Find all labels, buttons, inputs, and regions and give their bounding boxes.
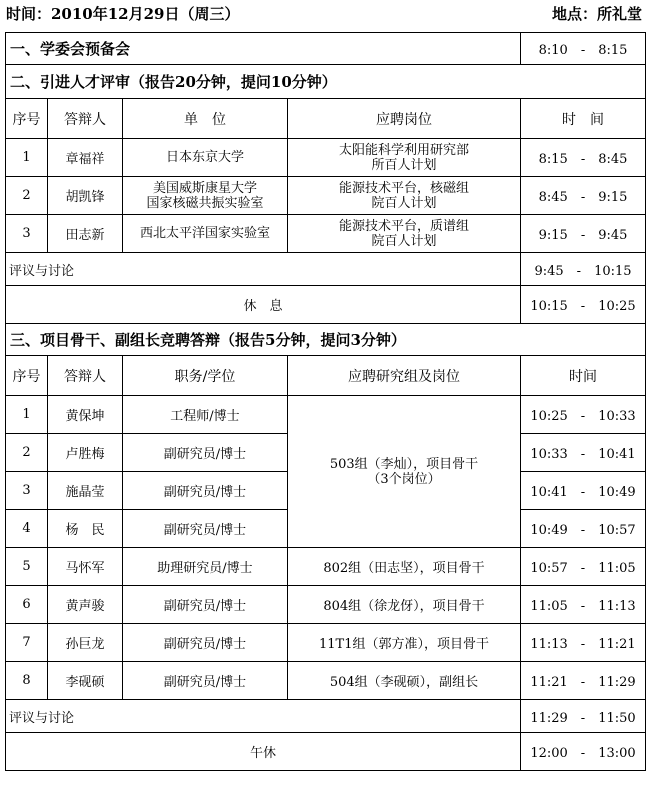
row-time: 10:57 - 11:05 xyxy=(521,548,646,586)
table-row xyxy=(6,396,646,434)
lunch-time: 12:00 - 13:00 xyxy=(521,733,646,771)
schedule-table xyxy=(5,32,646,771)
location-label: 地点：所礼堂 xyxy=(551,5,642,23)
row-position-line1: 太阳能科学利用研究部 xyxy=(339,142,470,158)
section3-title: 三、项目骨干、副组长竞聘答辩（报告5分钟，提问3分钟） xyxy=(6,324,646,356)
section3-header-row xyxy=(6,356,646,396)
row-title: 副研究员/博士 xyxy=(123,434,288,472)
section3-title-row xyxy=(6,324,646,356)
row-unit xyxy=(123,177,288,215)
row-unit-line1: 日本东京大学 xyxy=(165,150,244,165)
table-row xyxy=(6,177,646,215)
group-503-line2: （3个岗位） xyxy=(367,471,441,487)
row-position xyxy=(288,215,521,253)
row-no: 1 xyxy=(6,396,48,434)
col-title-header: 职务/学位 xyxy=(123,356,288,396)
row-no: 6 xyxy=(6,586,48,624)
section3-review-row xyxy=(6,700,646,733)
row-person: 马怀军 xyxy=(48,548,123,586)
row-time: 10:33 - 10:41 xyxy=(521,434,646,472)
row-unit-line2: 国家核磁共振实验室 xyxy=(146,195,264,211)
row-person: 卢胜梅 xyxy=(48,434,123,472)
section2-header-row xyxy=(6,99,646,139)
row-position-line2: 院百人计划 xyxy=(371,233,437,249)
row-no: 2 xyxy=(6,177,48,215)
schedule-header xyxy=(0,0,650,26)
table-row xyxy=(6,624,646,662)
date-time-label: 时间：2010年12月29日（周三） xyxy=(6,5,240,23)
row-no: 8 xyxy=(6,662,48,700)
row-time: 11:13 - 11:21 xyxy=(521,624,646,662)
row-no: 4 xyxy=(6,510,48,548)
row-no: 5 xyxy=(6,548,48,586)
col-unit-header: 单 位 xyxy=(123,99,288,139)
review-label: 评议与讨论 xyxy=(6,700,521,733)
group-503-cell xyxy=(288,396,521,548)
row-position-line2: 院百人计划 xyxy=(371,195,437,211)
row-unit-line1: 西北太平洋国家实验室 xyxy=(139,226,270,241)
row-group: 804组（徐龙伢），项目骨干 xyxy=(288,586,521,624)
col-person-header: 答辩人 xyxy=(48,99,123,139)
col-group-header: 应聘研究组及岗位 xyxy=(288,356,521,396)
section3-lunch-row xyxy=(6,733,646,771)
row-person: 杨 民 xyxy=(48,510,123,548)
row-group: 802组（田志坚），项目骨干 xyxy=(288,548,521,586)
row-person: 施晶莹 xyxy=(48,472,123,510)
row-time: 10:41 - 10:49 xyxy=(521,472,646,510)
row-position-line1: 能源技术平台，质谱组 xyxy=(339,218,470,234)
section1-time: 8:10 - 8:15 xyxy=(521,33,646,65)
row-title: 副研究员/博士 xyxy=(123,624,288,662)
row-person: 田志新 xyxy=(48,215,123,253)
row-position xyxy=(288,177,521,215)
col-position-header: 应聘岗位 xyxy=(288,99,521,139)
row-time: 9:15 - 9:45 xyxy=(521,215,646,253)
section1-row xyxy=(6,33,646,65)
row-position xyxy=(288,139,521,177)
lunch-label: 午休 xyxy=(6,733,521,771)
review-label: 评议与讨论 xyxy=(6,253,521,286)
row-person: 章福祥 xyxy=(48,139,123,177)
col-no-header: 序号 xyxy=(6,356,48,396)
section2-review-row xyxy=(6,253,646,286)
row-no: 1 xyxy=(6,139,48,177)
row-no: 7 xyxy=(6,624,48,662)
row-no: 3 xyxy=(6,472,48,510)
row-title: 副研究员/博士 xyxy=(123,662,288,700)
row-group: 11T1组（郭方准），项目骨干 xyxy=(288,624,521,662)
col-time-header: 时间 xyxy=(521,356,646,396)
row-title: 助理研究员/博士 xyxy=(123,548,288,586)
row-title: 工程师/博士 xyxy=(123,396,288,434)
row-unit xyxy=(123,139,288,177)
row-person: 黄保坤 xyxy=(48,396,123,434)
row-person: 李砚硕 xyxy=(48,662,123,700)
row-person: 黄声骏 xyxy=(48,586,123,624)
row-time: 10:49 - 10:57 xyxy=(521,510,646,548)
row-person: 胡凯锋 xyxy=(48,177,123,215)
break-label: 休 息 xyxy=(6,286,521,324)
row-no: 3 xyxy=(6,215,48,253)
col-no-header: 序号 xyxy=(6,99,48,139)
group-503-line1: 503组（李灿），项目骨干 xyxy=(329,456,479,472)
section2-break-row xyxy=(6,286,646,324)
row-time: 11:05 - 11:13 xyxy=(521,586,646,624)
row-unit-line1: 美国威斯康星大学 xyxy=(152,180,257,196)
table-row xyxy=(6,139,646,177)
row-time: 8:15 - 8:45 xyxy=(521,139,646,177)
row-position-line2: 所百人计划 xyxy=(371,157,437,173)
row-title: 副研究员/博士 xyxy=(123,586,288,624)
section2-title: 二、引进人才评审（报告20分钟，提问10分钟） xyxy=(6,65,646,99)
row-time: 8:45 - 9:15 xyxy=(521,177,646,215)
review-time: 9:45 - 10:15 xyxy=(521,253,646,286)
section2-title-row xyxy=(6,65,646,99)
row-unit xyxy=(123,215,288,253)
col-person-header: 答辩人 xyxy=(48,356,123,396)
table-row xyxy=(6,586,646,624)
row-title: 副研究员/博士 xyxy=(123,472,288,510)
row-position-line1: 能源技术平台，核磁组 xyxy=(339,180,470,196)
row-title: 副研究员/博士 xyxy=(123,510,288,548)
row-person: 孙巨龙 xyxy=(48,624,123,662)
break-time: 10:15 - 10:25 xyxy=(521,286,646,324)
table-row xyxy=(6,548,646,586)
row-time: 10:25 - 10:33 xyxy=(521,396,646,434)
section1-title: 一、学委会预备会 xyxy=(6,33,521,65)
table-row xyxy=(6,215,646,253)
row-no: 2 xyxy=(6,434,48,472)
col-time-header: 时 间 xyxy=(521,99,646,139)
review-time: 11:29 - 11:50 xyxy=(521,700,646,733)
row-group: 504组（李砚硕），副组长 xyxy=(288,662,521,700)
table-row xyxy=(6,662,646,700)
row-time: 11:21 - 11:29 xyxy=(521,662,646,700)
